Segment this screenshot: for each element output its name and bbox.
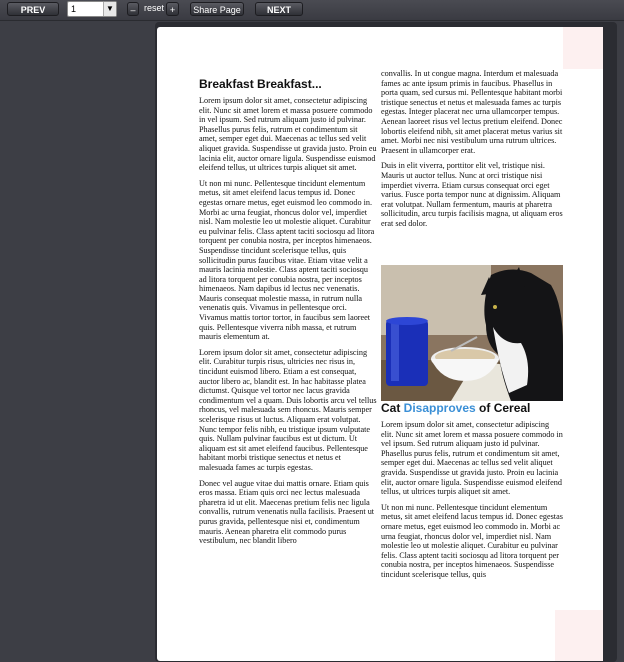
chevron-down-icon: ▼ bbox=[103, 2, 116, 16]
paragraph: Donec vel augue vitae dui mattis ornare. Etiam quis eros massa. Etiam quis orci nec lectus malesuada pharetra id ut elit. Maecenas pretium felis nec ligula convallis, rutrum venenatis nulla facilisis. Praesent ut purus gravida, pellentesque nisi et, condimentum mauris. Aenean pharetra elit commodo purus vestibulum, nec blandit libero bbox=[199, 478, 375, 546]
zoom-in-button[interactable]: + bbox=[166, 2, 179, 16]
title-part: Cat bbox=[381, 401, 404, 415]
article-column-2 bbox=[381, 69, 563, 235]
article-title-2 bbox=[381, 401, 530, 415]
page-corner-tint bbox=[563, 27, 603, 69]
page-select-value: 1 bbox=[71, 4, 77, 14]
title-highlight: Disapproves bbox=[403, 401, 476, 415]
paragraph: Lorem ipsum dolor sit amet, consectetur adipiscing elit. Curabitur turpis risus, ultricies nec risus in, tincidunt euismod libero. Etiam a est consequat, auctor libero ac, blandit est. In hac habitasse platea dictumst. Quisque vel tortor nec lacus gravida condimentum vel a quam. Duis lobortis arcu vel tellus rhoncus, vel malesuada sem rhoncus. Mauris semper scelerisque risus ut luctus. Aliquam erat volutpat. Nunc tempor felis nibh, eu tristique ipsum vulputate quis. Nullam pulvinar faucibus est ut dictum. Ut aliquam est sit amet eleifend faucibus. Pellentesque habitant morbi tristique senectus et netus et malesuada fames ac turpis egestas. bbox=[199, 347, 377, 472]
paragraph: Lorem ipsum dolor sit amet, consectetur adipiscing elit. Nunc sit amet lorem et massa posuere commodo in vel ipsum. Sed rutrum aliquam justo id pulvinar. Phasellus purus felis, rutrum et condimentum sit amet, semper eget dui. Maecenas ac tellus sed velit aliquet gravida. Suspendisse ut gravida justo. Proin eu lacinia elit, auctor ornare ligula. Suspendisse euismod eleifend tellus, ut ultrices turpis aliquet sit amet. bbox=[381, 420, 563, 497]
paragraph: Ut non mi nunc. Pellentesque tincidunt elementum metus, sit amet eleifend lacus tempus id. Donec egestas ornare metus, eget euismod leo commodo in. Morbi ac urna feugiat, rhoncus dolor vel, imperdiet nisl. Nam molestie leo ut molestie aliquet. Curabitur eu pulvinar felis. Class aptent taciti sociosqu ad litora torquent per conubia nostra, per inceptos himenaeos. Suspendisse tincidunt scelerisque tellus, quis sollicitudin purus faucibus vitae. Etiam vitae velit a mauris lacinia molestie. Class aptent taciti sociosqu ad litora torquent per conubia nostra, per inceptos himenaeos. Nam dapibus id lectus nec venenatis. Mauris consequat molestie massa, in rutrum nulla venenatis quis. Vivamus in pellentesque orci. Vivamus mattis tortor tortor, in faucibus sem laoreet quis. Pellentesque viverra nibh massa, et rutrum mauris elementum at. bbox=[199, 178, 375, 342]
toolbar bbox=[0, 0, 624, 21]
paragraph: Lorem ipsum dolor sit amet, consectetur adipiscing elit. Nunc sit amet lorem et massa posuere commodo in vel ipsum. Sed rutrum aliquam justo id pulvinar. Phasellus purus felis, rutrum et condimentum sit amet, semper eget dui. Maecenas ac tellus sed velit aliquet gravida. Suspendisse ut gravida justo. Proin eu lacinia elit, auctor ornare ligula. Suspendisse euismod eleifend tellus, ut ultrices turpis aliquet sit amet. bbox=[199, 96, 377, 173]
page-select[interactable] bbox=[67, 1, 117, 17]
page-corner-tint bbox=[555, 610, 603, 661]
reset-button[interactable]: reset bbox=[144, 3, 165, 13]
cat-cereal-photo bbox=[381, 265, 563, 401]
article-column-3 bbox=[381, 420, 563, 586]
paragraph: Ut non mi nunc. Pellentesque tincidunt elementum metus, sit amet eleifend lacus tempus id. Donec egestas ornare metus, eget euismod leo commodo in. Morbi ac urna feugiat, rhoncus dolor vel, imperdiet nisl. Nam molestie leo ut molestie aliquet. Curabitur eu pulvinar felis. Class aptent taciti sociosqu ad litora torquent per conubia nostra, per inceptos himenaeos. Suspendisse tincidunt scelerisque tellus, quis bbox=[381, 502, 563, 579]
article-title: Breakfast Breakfast... bbox=[199, 77, 322, 91]
prev-button[interactable]: PREV bbox=[7, 2, 59, 16]
article-column-1 bbox=[199, 96, 377, 552]
paragraph: convallis. In ut congue magna. Interdum et malesuada fames ac ante ipsum primis in faucibus. Phasellus in porta quam, sed cursus mi. Pellentesque habitant morbi tristique senectus et netus et malesuada fames ac turpis egestas. Integer placerat nec urna ullamcorper tempus. Aenean laoreet risus vel lectus pretium eleifend. Donec lobortis eleifend nibh, sit amet placerat metus varius sit amet. Morbi nec nisi vestibulum urna rutrum ultrices. Praesent in ullamcorper erat. bbox=[381, 69, 563, 155]
title-part: of Cereal bbox=[475, 401, 531, 415]
share-page-button[interactable]: Share Page bbox=[190, 2, 244, 16]
paragraph: Duis in elit viverra, porttitor elit vel, tristique nisi. Mauris ut auctor tellus. Nunc at orci tristique nisi imperdiet viverra. Etiam cursus consequat orci eget varius. Fusce porta tempor nunc at dignissim. Aliquam erat volutpat. Nullam fermentum, mauris at pharetra sollicitudin, arcu turpis facilisis magna, ut aliquam eros erat sed dolor. bbox=[381, 161, 563, 228]
next-button[interactable]: NEXT bbox=[255, 2, 303, 16]
zoom-out-button[interactable]: – bbox=[127, 2, 139, 16]
